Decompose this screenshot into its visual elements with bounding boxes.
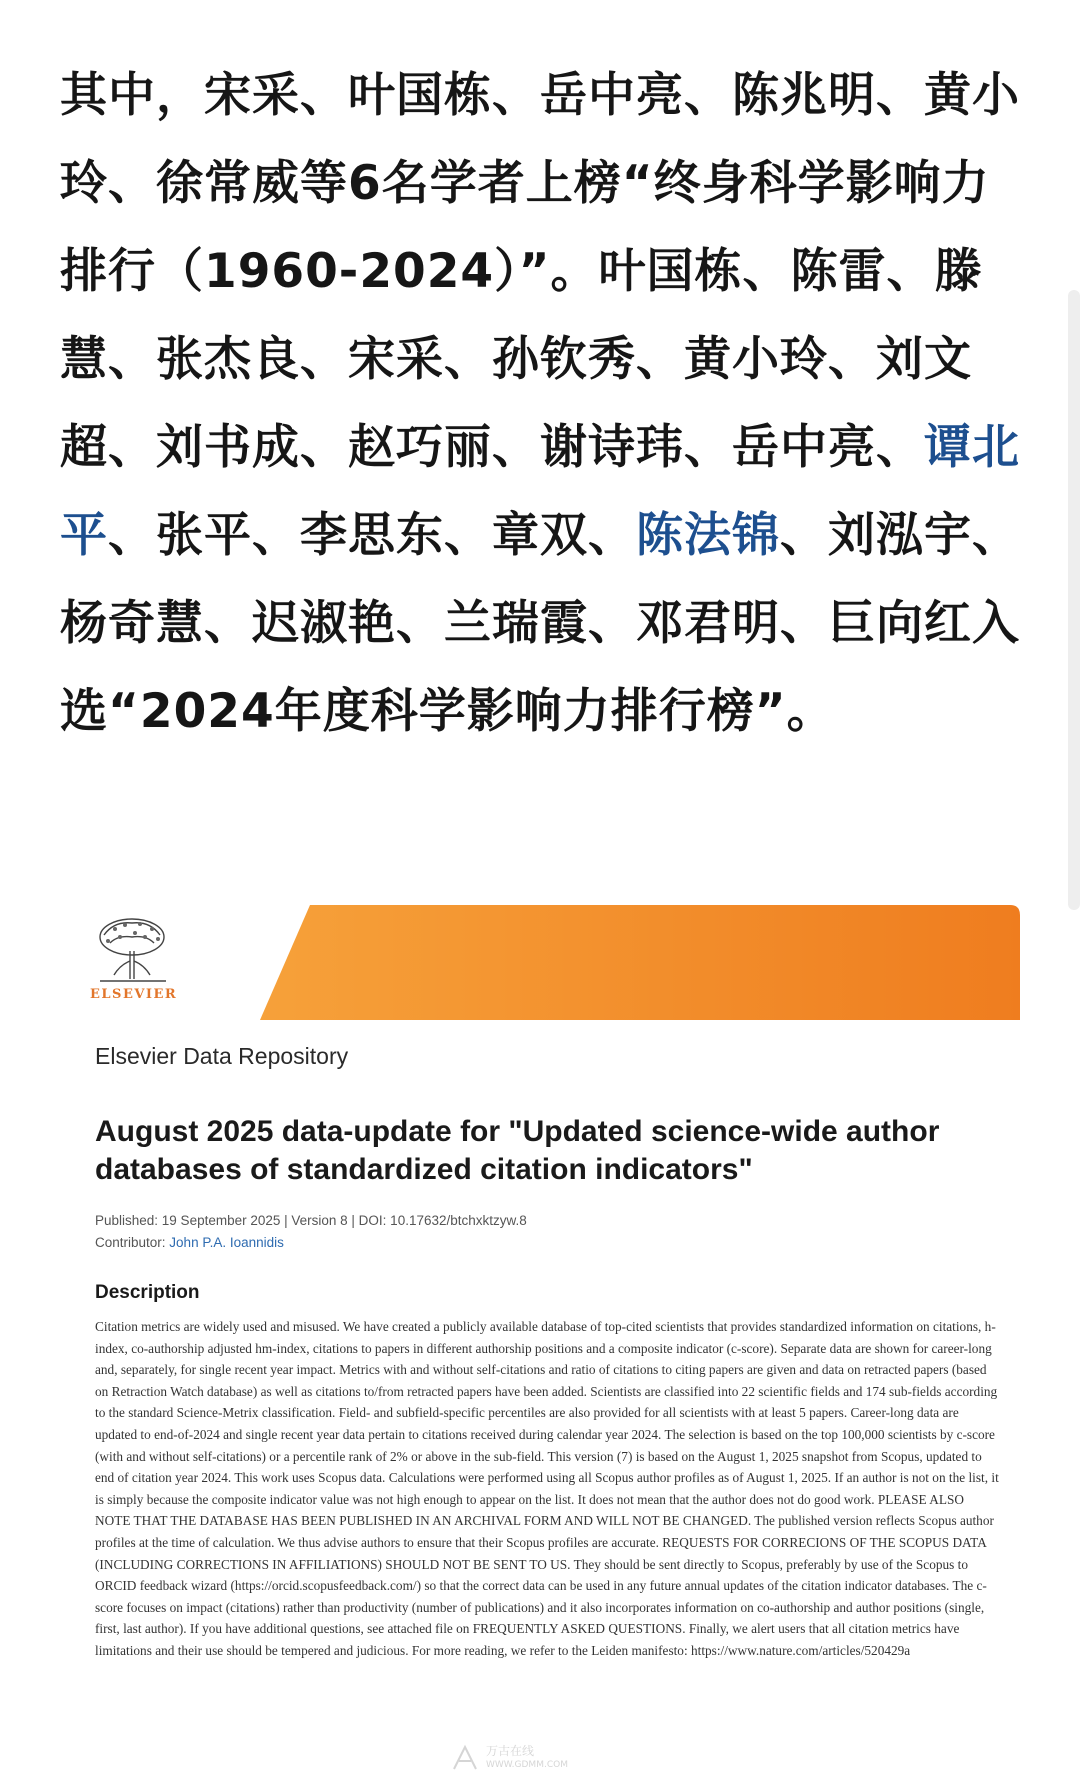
description-text: Citation metrics are widely used and misused. We have created a publicly available database of top-cited scientists that provides standardized information on citations, h-index, co-authorship adjusted hm-index, citations to papers in different authorship positions and a composite indicator (c-score). Separate data are shown for career-long and, separately, for single recent year impact. Metrics with and without self-citations and ratio of citations to citing papers are given and data on retracted papers (based on Retraction Watch database) as well as citations to/from retracted papers have been added. Scientists are classified into 22 scientific fields and 174 sub-fields according to the standard Science-Metrix classification. Field- and subfield-specific percentiles are also provided for all scientists with at least 5 papers. Career-long data are updated to end-of-2024 and single recent year data pertain to citations received during calendar year 2024. The selection is based on the top 100,000 scientists by c-score (with and without self-citations) or a percentile rank of 2% or above in the sub-field. This version (7) is based on the August 1, 2025 snapshot from Scopus, updated to end of citation year 2024. This work uses Scopus data. Calculations were performed using all Scopus author profiles as of August 1, 2025. If an author is not on the list, it is simply because the composite indicator value was not high enough to appear on the list. It does not mean that the author does not do good work. PLEASE ALSO NOTE THAT THE DATABASE HAS BEEN PUBLISHED IN AN ARCHIVAL FORM AND WILL NOT BE CHANGED. The published version reflects Scopus author profiles at the time of calculation. We thus advise authors to ensure that their Scopus profiles are accurate. REQUESTS FOR CORRECIONS OF THE SCOPUS DATA (INCLUDING CORRECTIONS IN AFFILIATIONS) SHOULD NOT BE SENT TO US. They should be sent directly to Scopus, preferably by use of the Scopus to ORCID feedback wizard (https://orcid.scopusfeedback.com/) so that the correct data can be used in any future annual updates of the citation indicator databases. The c-score focuses on impact (citations) rather than productivity (number of publications) and it also incorporates information on co-authorship and author positions (single, first, last author). If you have additional questions, see attached file on FREQUENTLY ASKED QUESTIONS. Finally, we alert users that all citation metrics have limitations and their use should be tempered and judicious. For more reading, we refer to the Leiden manifesto: https://www.nature.com/articles/520429a	[95, 1319, 999, 1658]
person-link-chen-fajin[interactable]: 陈法锦	[636, 508, 780, 563]
orange-banner-shape	[60, 905, 1020, 1020]
elsevier-banner	[60, 905, 1020, 1020]
article-text-1: 其中，宋采、叶国栋、岳中亮、陈兆明、黄小玲、徐常威等6名学者上榜“终身科学影响力排行（1960-2024）”。叶国栋、陈雷、滕慧、张杰良、宋采、孙钦秀、黄小玲、刘文超、刘书成、赵巧丽、谢诗玮、岳中亮、	[60, 68, 1020, 475]
scrollbar[interactable]	[1068, 290, 1080, 910]
screenshot-image-card	[60, 905, 1020, 1725]
dataset-title: August 2025 data-update for "Updated science-wide author databases of standardized citation indicators"	[95, 1115, 940, 1186]
watermark-logo-icon	[450, 1743, 480, 1773]
dataset-meta	[95, 1210, 527, 1254]
watermark	[450, 1740, 650, 1776]
published-line: Published: 19 September 2025 | Version 8 | DOI: 10.17632/btchxktzyw.8	[95, 1213, 527, 1228]
watermark-url: WWW.GDMM.COM	[486, 1760, 568, 1770]
repository-name: Elsevier Data Repository	[95, 1043, 349, 1069]
elsevier-wordmark: ELSEVIER	[90, 987, 178, 1002]
contributor-label: Contributor:	[95, 1235, 170, 1250]
article-text-3: 、刘泓宇、杨奇慧、迟淑艳、兰瑞霞、邓君明、巨向红入选“2024年度科学影响力排行榜”。	[60, 508, 1020, 739]
watermark-brand: 万古在线	[486, 1744, 535, 1758]
contributor-line	[95, 1232, 527, 1254]
article-paragraph	[60, 52, 1030, 756]
person-link-tan-beiping[interactable]: 谭北平	[60, 420, 1020, 563]
contributor-link[interactable]: John P.A. Ioannidis	[169, 1235, 284, 1250]
watermark-text	[486, 1744, 568, 1772]
description-heading: Description	[95, 1282, 200, 1303]
article-text-2: 、张平、李思东、章双、	[108, 508, 636, 563]
